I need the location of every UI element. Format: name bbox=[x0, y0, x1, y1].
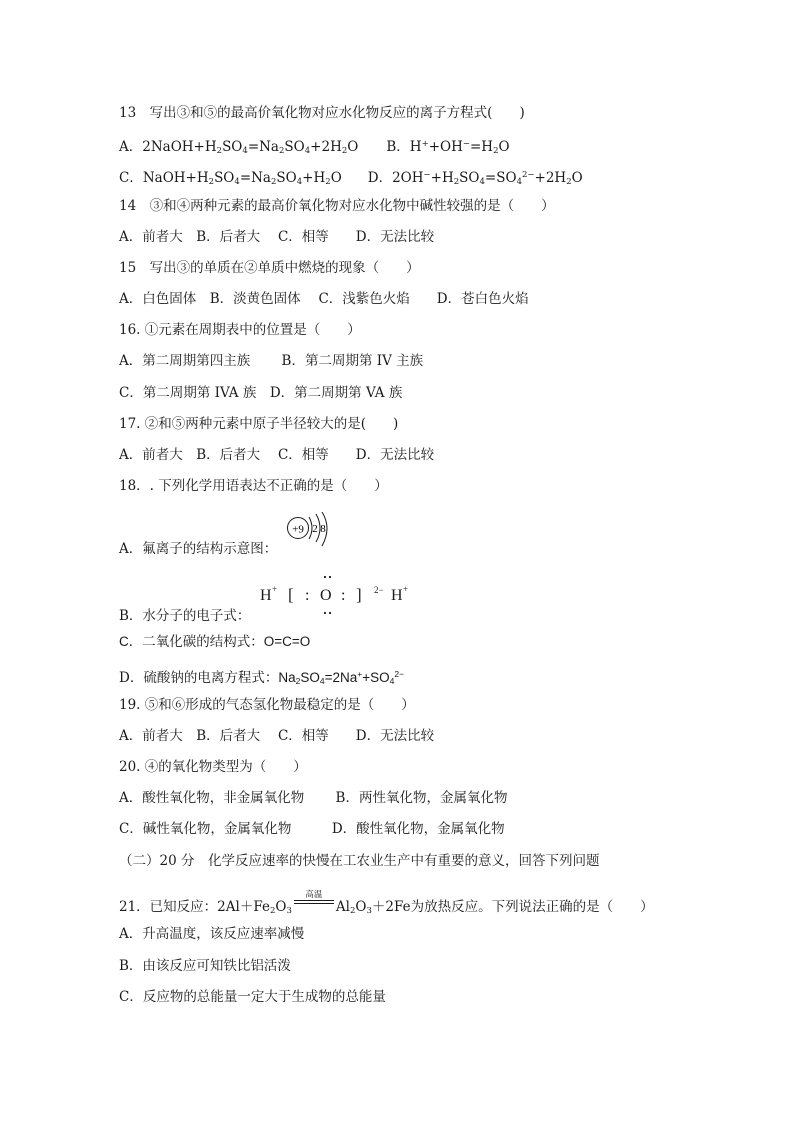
q13-a-label: A． bbox=[119, 139, 143, 155]
q18-option-c: C．二氧化碳的结构式：O=C=O bbox=[119, 634, 311, 649]
atom-shell-1-count: 2 bbox=[312, 523, 318, 535]
q20-stem: 20. ④的氧化物类型为（ ） bbox=[119, 759, 307, 775]
edot-h-right-charge: + bbox=[403, 584, 409, 594]
q21-option-a: A．升高温度，该反应速率减慢 bbox=[119, 926, 305, 942]
fluoride-ion-structure-diagram bbox=[286, 512, 336, 552]
q16-options-cd: C．第二周期第 IVA 族 D．第二周期第 VA 族 bbox=[119, 385, 403, 401]
q21-stem: 21．已知反应：$2Al+Fe_2O_3$ 高温 $Al_2O_3+2Fe$为放热反应。下列说法正确的是（ ） bbox=[119, 890, 654, 916]
edot-dot bbox=[324, 612, 326, 614]
q13-c-formula: $NaOH+H_2SO_4=Na_2SO_4+H_2O$ bbox=[142, 170, 342, 187]
q21-option-c: C．反应物的总能量一定大于生成物的总能量 bbox=[119, 989, 386, 1005]
q13-d-formula: $2OH^-+H_2SO_4=SO_4^{2-}+2H_2O$ bbox=[392, 170, 583, 187]
edot-oxygen: O bbox=[320, 587, 332, 604]
edot-colon-right: : bbox=[341, 587, 346, 604]
edot-h-left: H bbox=[260, 587, 272, 604]
edot-bracket-close: ] bbox=[356, 585, 362, 604]
q13-options-cd bbox=[119, 166, 583, 191]
atom-shell-2-count: 8 bbox=[320, 523, 326, 535]
reaction-condition-sign: 高温 bbox=[292, 898, 336, 916]
edot-h-left-charge: + bbox=[272, 584, 278, 594]
q15-stem: 15 写出③的单质在②单质中燃烧的现象（ ） bbox=[119, 260, 420, 276]
q15-options: A．白色固体 B．淡黄色固体 C．浅紫色火焰 D．苍白色火焰 bbox=[119, 291, 529, 307]
section-2-heading: （二）20 分 化学反应速率的快慢在工农业生产中有重要的意义，回答下列问题 bbox=[119, 853, 600, 869]
edot-bracket-open: [ bbox=[288, 585, 294, 604]
q17-options: A．前者大 B．后者大 C．相等 D．无法比较 bbox=[119, 447, 435, 463]
edot-colon-left: : bbox=[305, 587, 310, 604]
q19-stem: 19. ⑤和⑥形成的气态氢化物最稳定的是（ ） bbox=[119, 697, 415, 713]
edot-h-right: H bbox=[391, 587, 403, 604]
q13-a-formula: $2NaOH+H_2SO_4=Na_2SO_4+2H_2O$ bbox=[142, 139, 359, 156]
q18-option-a: A．氟离子的结构示意图： bbox=[119, 541, 278, 557]
q13-options-ab bbox=[119, 135, 510, 160]
q19-options: A．前者大 B．后者大 C．相等 D．无法比较 bbox=[119, 728, 435, 744]
edot-dot bbox=[329, 576, 331, 578]
q21-option-b: B．由该反应可知铁比铝活泼 bbox=[119, 958, 291, 974]
edot-dot bbox=[329, 612, 331, 614]
atom-nucleus-label: +9 bbox=[292, 523, 304, 536]
q16-stem: 16. ①元素在周期表中的位置是（ ） bbox=[119, 322, 361, 338]
q13-b-formula: $H^++OH^-=H_2O$ bbox=[409, 139, 510, 156]
q20-options-cd: C．碱性氧化物，金属氧化物 D．酸性氧化物，金属氧化物 bbox=[119, 821, 505, 837]
q16-options-ab: A．第二周期第四主族 B．第二周期第 IV 主族 bbox=[119, 353, 424, 369]
q13-c-label: C． bbox=[119, 170, 143, 186]
q13-stem: 13 写出③和⑤的最高价氧化物对应水化物反应的离子方程式( ) bbox=[119, 105, 525, 121]
q18-stem: 18．. 下列化学用语表达不正确的是（ ） bbox=[119, 478, 388, 494]
q13-d-label: D． bbox=[367, 170, 393, 186]
q17-stem: 17. ②和⑤两种元素中原子半径较大的是( ) bbox=[119, 416, 399, 432]
water-electron-dot-formula bbox=[260, 572, 430, 618]
q14-stem: 14 ③和④两种元素的最高价氧化物对应水化物中碱性较强的是（ ） bbox=[119, 198, 555, 214]
q18-option-d bbox=[119, 665, 404, 690]
q20-options-ab: A．酸性氧化物，非金属氧化物 B．两性氧化物，金属氧化物 bbox=[119, 790, 508, 806]
q14-options: A．前者大 B．后者大 C．相等 D．无法比较 bbox=[119, 229, 435, 245]
q18-option-b: B．水分子的电子式： bbox=[119, 608, 251, 624]
edot-charge: 2− bbox=[374, 585, 384, 595]
q18-d-text: D．硫酸钠的电离方程式： bbox=[119, 670, 279, 686]
q13-b-label: B． bbox=[386, 139, 410, 155]
q18-d-formula: $Na_2SO_4=2Na^++SO_4^{2-}$ bbox=[278, 669, 405, 686]
edot-dot bbox=[324, 576, 326, 578]
